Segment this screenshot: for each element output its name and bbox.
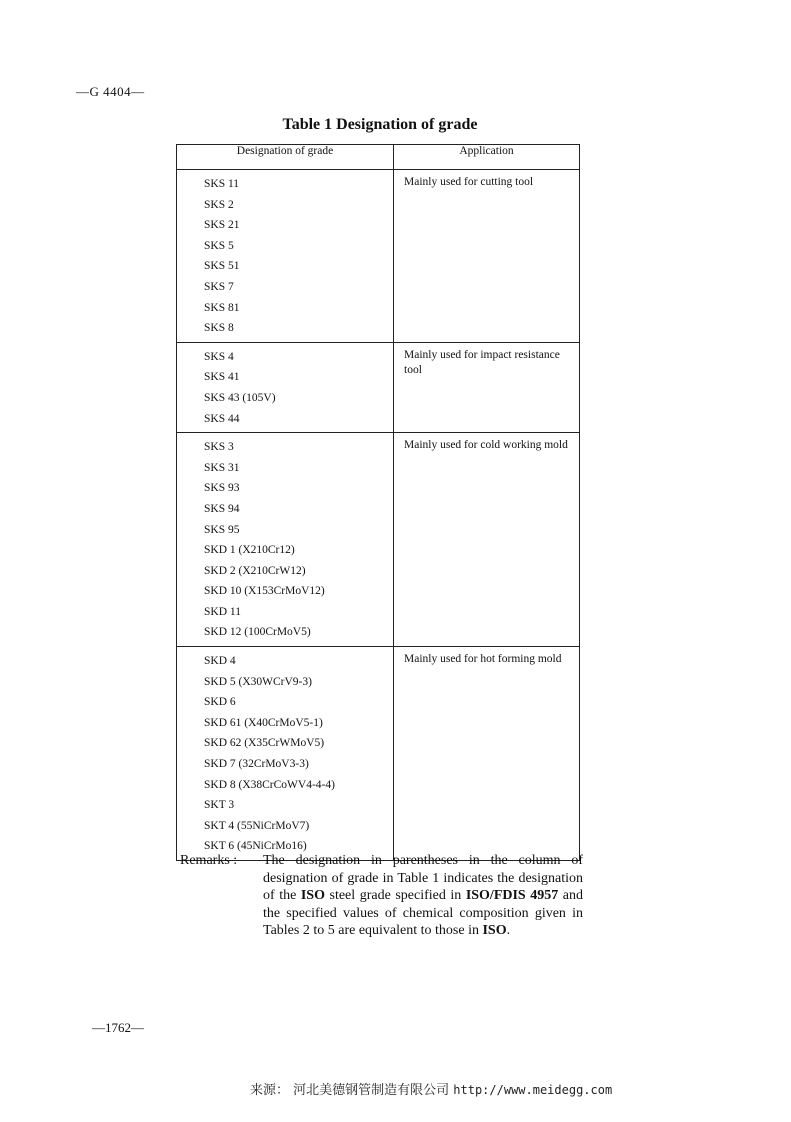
grade-designation: SKS 44 [204,412,240,425]
grade-designation: SKD 5 (X30WCrV9-3) [204,675,312,688]
grade-designation: SKS 8 [204,322,234,335]
grade-list-cell [177,342,394,432]
grade-designation: SKS 5 [204,239,234,252]
application-cell: Mainly used for impact resistance tool [394,342,580,432]
table-row [177,342,580,432]
grade-designation: SKS 2 [204,198,234,211]
grade-designation: SKS 7 [204,280,234,293]
grade-designation: SKS 21 [204,219,240,232]
grade-designation: SKS 51 [204,260,240,273]
grade-designation: SKD 10 (X153CrMoV12) [204,585,325,598]
grade-designation: SKS 93 [204,482,240,495]
designation-table [176,144,580,861]
grade-designation: SKD 6 [204,696,236,709]
table-row [177,433,580,647]
remarks-label: Remarks : [180,853,238,868]
grade-designation: SKD 12 (100CrMoV5) [204,626,311,639]
grade-designation: SKS 11 [204,178,240,190]
grade-list-cell [177,647,394,861]
grade-designation: SKS 3 [204,441,234,454]
table-header-row [177,145,580,170]
grade-designation: SKD 1 (X210Cr12) [204,544,295,557]
grade-designation: SKS 4 [204,350,234,363]
grade-designation: SKT 6 (45NiCrMo16) [204,840,307,853]
grade-designation: SKS 31 [204,461,240,474]
table-body [177,170,580,861]
page-number: —1762— [92,1020,144,1035]
table-row [177,647,580,861]
grade-designation: SKD 2 (X210CrW12) [204,564,306,577]
grade-list-cell [177,433,394,647]
grade-designation: SKS 41 [204,371,240,384]
grade-designation: SKS 43 (105V) [204,391,276,404]
grade-designation: SKD 8 (X38CrCoWV4-4-4) [204,778,335,791]
document-code: —G 4404— [76,84,145,99]
column-header-application: Application [394,145,580,170]
grade-designation: SKD 61 (X40CrMoV5-1) [204,716,323,729]
grade-designation: SKS 94 [204,502,240,515]
table-row [177,170,580,343]
source-attribution [250,1079,612,1098]
grade-designation: SKD 4 [204,655,236,668]
grade-designation: SKT 3 [204,799,235,812]
application-cell: Mainly used for hot forming mold [394,647,580,861]
table-title: Table 1 Designation of grade [282,116,478,133]
grade-designation: SKT 4 (55NiCrMoV7) [204,819,310,832]
source-label: 来源： 河北美德钢管制造有限公司 [250,1083,454,1098]
column-header-designation: Designation of grade [177,145,394,170]
grade-designation: SKS 95 [204,523,240,536]
grade-designation: SKS 81 [204,301,240,314]
grade-designation: SKD 7 (32CrMoV3-3) [204,758,309,771]
remarks-text: The designation in parentheses in the column of designation of grade in Table 1 indicates the designation of the ISO steel grade specified in ISO/FDIS 4957 and the specified values of chemical composition given in Tables 2 to 5 are equivalent to those in ISO. [263,853,584,938]
grade-designation: SKD 11 [204,605,241,618]
application-cell: Mainly used for cutting tool [394,170,580,343]
application-cell: Mainly used for cold working mold [394,433,580,647]
grade-list-cell [177,170,394,343]
source-url: http://www.meidegg.com [453,1083,613,1097]
grade-designation: SKD 62 (X35CrWMoV5) [204,737,325,750]
